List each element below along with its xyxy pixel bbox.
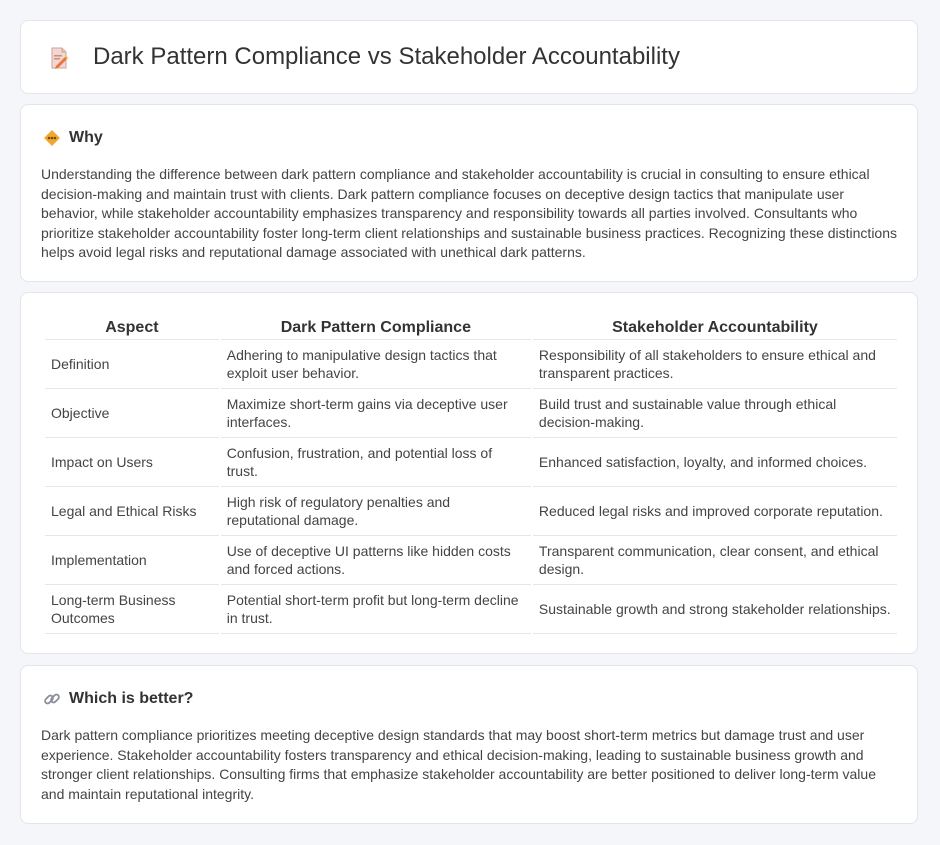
header-card xyxy=(20,20,918,94)
stakeholder-cell: Reduced legal risks and improved corporate reputation. xyxy=(533,487,897,536)
aspect-cell: Legal and Ethical Risks xyxy=(45,487,219,536)
aspect-cell: Long-term Business Outcomes xyxy=(45,585,219,634)
which-is-better-section xyxy=(20,665,918,824)
table-row xyxy=(45,487,897,536)
link-icon xyxy=(43,690,61,708)
column-header-aspect: Aspect xyxy=(45,315,219,340)
column-header-stakeholder: Stakeholder Accountability xyxy=(533,315,897,340)
which-is-better-heading: Which is better? xyxy=(69,690,194,707)
table-row xyxy=(45,438,897,487)
table-row xyxy=(45,536,897,585)
comparison-table xyxy=(43,315,899,634)
table-row xyxy=(45,585,897,634)
column-header-dark-pattern: Dark Pattern Compliance xyxy=(221,315,531,340)
stakeholder-cell: Build trust and sustainable value through ethical decision-making. xyxy=(533,389,897,438)
table-row xyxy=(45,340,897,389)
dark-pattern-cell: Use of deceptive UI patterns like hidden costs and forced actions. xyxy=(221,536,531,585)
aspect-cell: Implementation xyxy=(45,536,219,585)
table-row xyxy=(45,389,897,438)
diamond-warning-icon xyxy=(43,129,61,147)
dark-pattern-cell: Adhering to manipulative design tactics that exploit user behavior. xyxy=(221,340,531,389)
aspect-cell: Impact on Users xyxy=(45,438,219,487)
dark-pattern-cell: Potential short-term profit but long-term decline in trust. xyxy=(221,585,531,634)
table-header-row xyxy=(45,315,897,340)
why-section xyxy=(20,104,918,282)
aspect-cell: Objective xyxy=(45,389,219,438)
why-heading: Why xyxy=(69,129,103,146)
why-text: Understanding the difference between dark pattern compliance and stakeholder accountability is crucial in consulting to ensure ethical decision-making and maintain trust with clients. Dark pattern compliance focuses on deceptive design tactics that manipulate user behavior, while stakeholder accountability emphasizes transparency and responsibility towards all parties involved. Consultants who prioritize stakeholder accountability foster long-term client relationships and sustainable business practices. Recognizing these distinctions helps avoid legal risks and reputational damage associated with unethical dark patterns. xyxy=(41,166,898,260)
dark-pattern-cell: High risk of regulatory penalties and reputational damage. xyxy=(221,487,531,536)
stakeholder-cell: Enhanced satisfaction, loyalty, and informed choices. xyxy=(533,438,897,487)
page-title: Dark Pattern Compliance vs Stakeholder Accountability xyxy=(93,43,680,70)
dark-pattern-cell: Maximize short-term gains via deceptive user interfaces. xyxy=(221,389,531,438)
stakeholder-cell: Sustainable growth and strong stakeholder relationships. xyxy=(533,585,897,634)
which-is-better-text: Dark pattern compliance prioritizes meeting deceptive design standards that may boost short-term metrics but damage trust and user experience. Stakeholder accountability fosters transparency and ethical decision-making, leading to sustainable business growth and stronger client relationships. Consulting firms that emphasize stakeholder accountability are better positioned to deliver long-term value and maintain reputational integrity. xyxy=(41,727,876,802)
document-pen-icon xyxy=(47,46,71,70)
dark-pattern-cell: Confusion, frustration, and potential loss of trust. xyxy=(221,438,531,487)
stakeholder-cell: Transparent communication, clear consent, and ethical design. xyxy=(533,536,897,585)
comparison-section xyxy=(20,292,918,654)
stakeholder-cell: Responsibility of all stakeholders to ensure ethical and transparent practices. xyxy=(533,340,897,389)
aspect-cell: Definition xyxy=(45,340,219,389)
